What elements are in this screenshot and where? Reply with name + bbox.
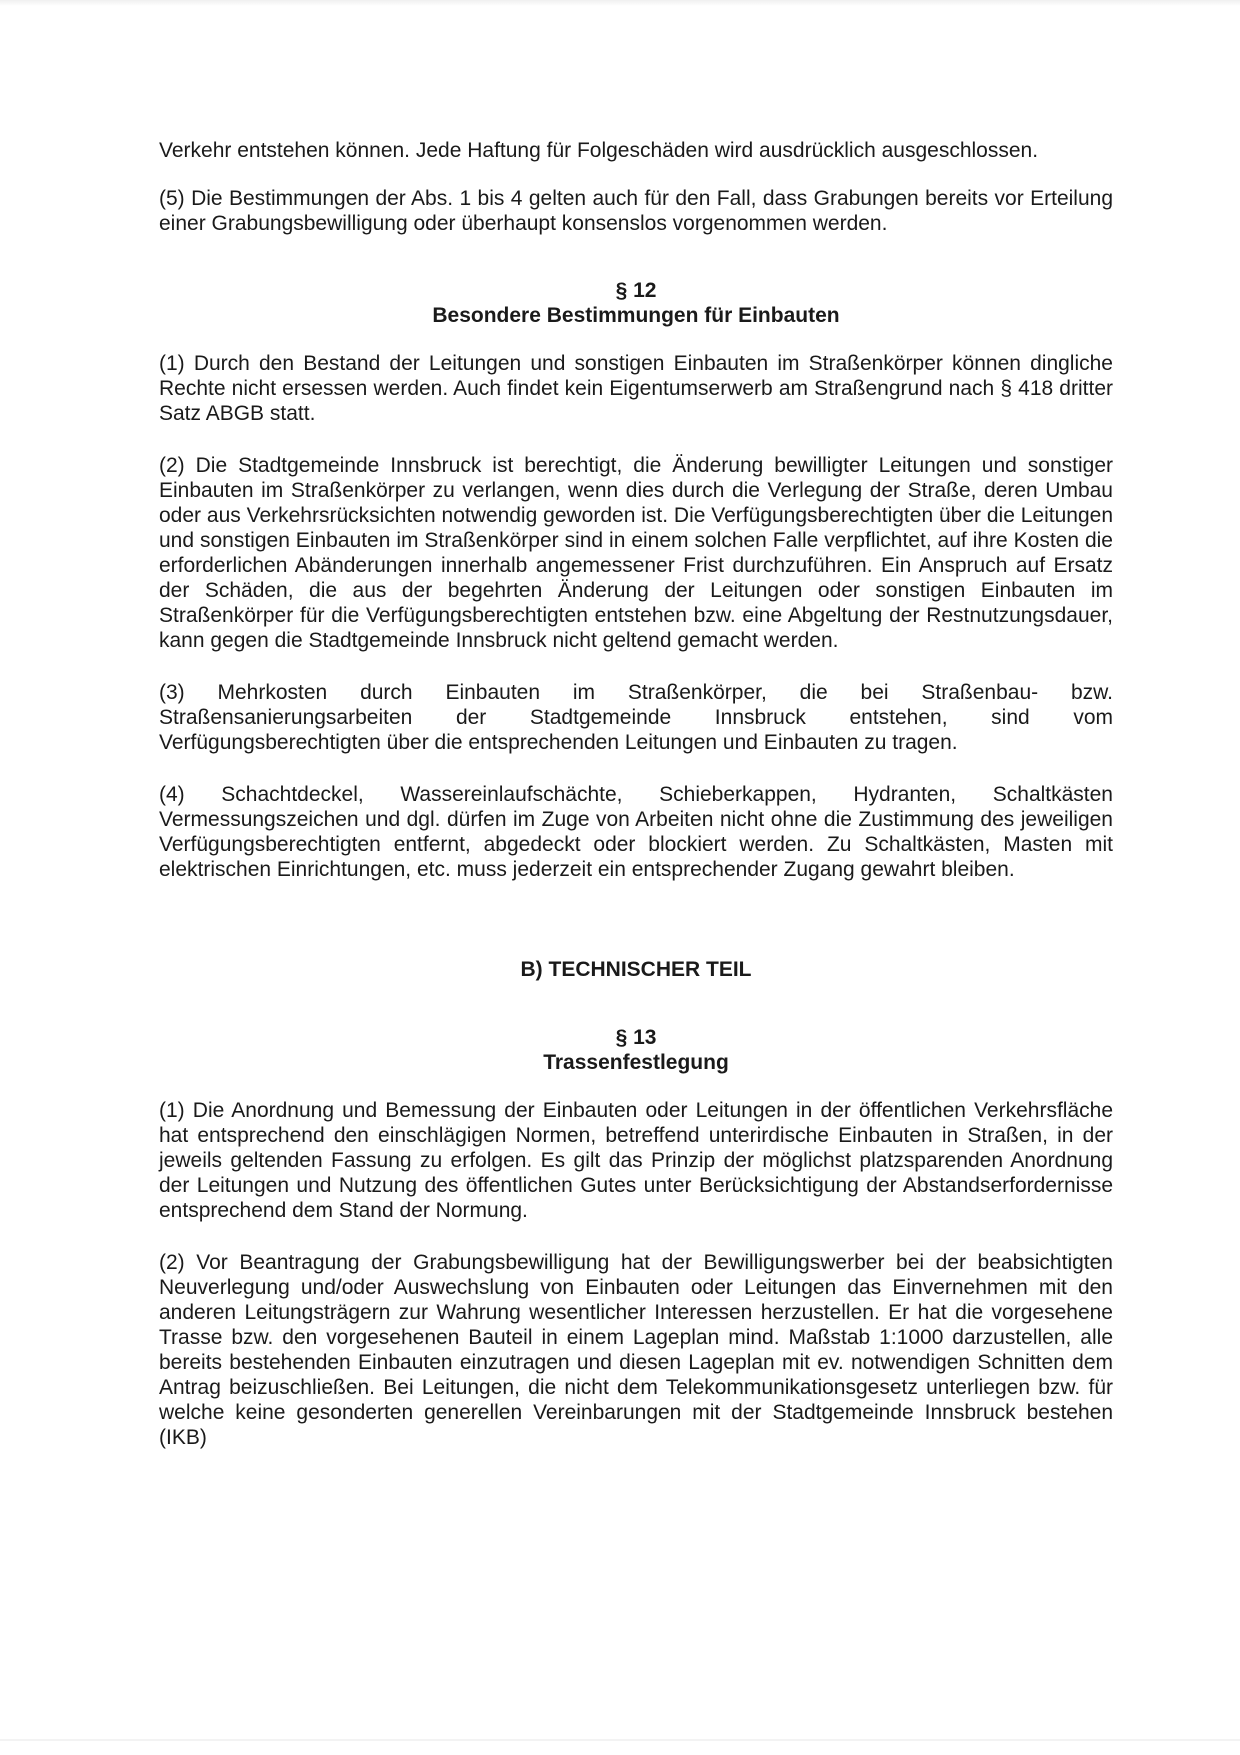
page-content — [159, 138, 1113, 1477]
section-13-paragraph-2: (2) Vor Beantragung der Grabungsbewilligung hat der Bewilligungswerber bei der beabsichtigten Neuverlegung und/oder Auswechslung von Einbauten oder Leitungen das Einvernehmen mit den anderen Leitungsträgern zur Wahrung wesentlicher Interessen herzustellen. Er hat die vorgesehene Trasse bzw. den vorgesehenen Bauteil in einem Lageplan mind. Maßstab 1:1000 darzustellen, alle bereits bestehenden Einbauten einzutragen und diesen Lageplan mit ev. notwendigen Schnitten dem Antrag beizuschließen. Bei Leitungen, die nicht dem Telekommunikationsgesetz unterliegen bzw. für welche keine gesonderten generellen Vereinbarungen mit der Stadtgemeinde Innsbruck bestehen (IKB) — [159, 1251, 1113, 1449]
intro-paragraph-2: (5) Die Bestimmungen der Abs. 1 bis 4 gelten auch für den Fall, dass Grabungen bereits vor Erteilung einer Grabungsbewilligung oder überhaupt konsenslos vorgenommen werden. — [159, 187, 1113, 235]
section-13 — [159, 1025, 1113, 1450]
intro-paragraph-1: Verkehr entstehen können. Jede Haftung für Folgeschäden wird ausdrücklich ausgeschlossen. — [159, 139, 1039, 162]
section-12-paragraph-4: (4) Schachtdeckel, Wassereinlaufschächte, Schieberkappen, Hydranten, Schaltkästen Vermessungszeichen und dgl. dürfen im Zuge von Arbeiten nicht ohne die Zustimmung des jeweiligen Verfügungsberechtigten entfernt, abgedeckt oder blockiert werden. Zu Schaltkästen, Masten mit elektrischen Einrichtungen, etc. muss jederzeit ein entsprechender Zugang gewahrt bleiben. — [159, 783, 1113, 881]
section-12-paragraph-2: (2) Die Stadtgemeinde Innsbruck ist berechtigt, die Änderung bewilligter Leitungen und sonstiger Einbauten im Straßenkörper zu verlangen, wenn dies durch die Verlegung der Straße, deren Umbau oder aus Verkehrsrücksichten notwendig geworden ist. Die Verfügungsberechtigten über die Leitungen und sonstigen Einbauten im Straßenkörper sind in einem solchen Falle verpflichtet, auf ihre Kosten die erforderlichen Abänderungen innerhalb angemessener Frist durchzuführen. Ein Anspruch auf Ersatz der Schäden, die aus der begehrten Änderung der Leitungen oder sonstigen Einbauten im Straßenkörper für die Verfügungsberechtigten entstehen bzw. eine Abgeltung der Restnutzungsdauer, kann gegen die Stadtgemeinde Innsbruck nicht geltend gemacht werden. — [159, 454, 1113, 652]
scan-edge-top — [0, 0, 1240, 6]
section-13-number: § 13 — [615, 1026, 657, 1049]
scan-edge-bottom — [0, 1739, 1240, 1741]
section-12-paragraph-1: (1) Durch den Bestand der Leitungen und sonstigen Einbauten im Straßenkörper können dingliche Rechte nicht ersessen werden. Auch findet kein Eigentumserwerb am Straßengrund nach § 418 dritter Satz ABGB statt. — [159, 352, 1113, 425]
section-12 — [159, 278, 1113, 882]
section-13-title: Trassenfestlegung — [543, 1051, 729, 1074]
part-title: B) TECHNISCHER TEIL — [520, 958, 752, 981]
section-12-paragraph-3: (3) Mehrkosten durch Einbauten im Straßenkörper, die bei Straßenbau- bzw. Straßensanierungsarbeiten der Stadtgemeinde Innsbruck entstehen, sind vom Verfügungsberechtigten über die entsprechenden Leitungen und Einbauten zu tragen. — [159, 681, 1113, 754]
section-12-number: § 12 — [615, 279, 657, 302]
section-12-title: Besondere Bestimmungen für Einbauten — [432, 304, 840, 327]
section-13-paragraph-1: (1) Die Anordnung und Bemessung der Einbauten oder Leitungen in der öffentlichen Verkehrsfläche hat entsprechend den einschlägigen Normen, betreffend unterirdische Einbauten in Straßen, in der jeweils geltenden Fassung zu erfolgen. Es gilt das Prinzip der möglichst platzsparenden Anordnung der Leitungen und Nutzung des öffentlichen Gutes unter Berücksichtigung der Abstandserfordernisse entsprechend dem Stand der Normung. — [159, 1099, 1113, 1222]
